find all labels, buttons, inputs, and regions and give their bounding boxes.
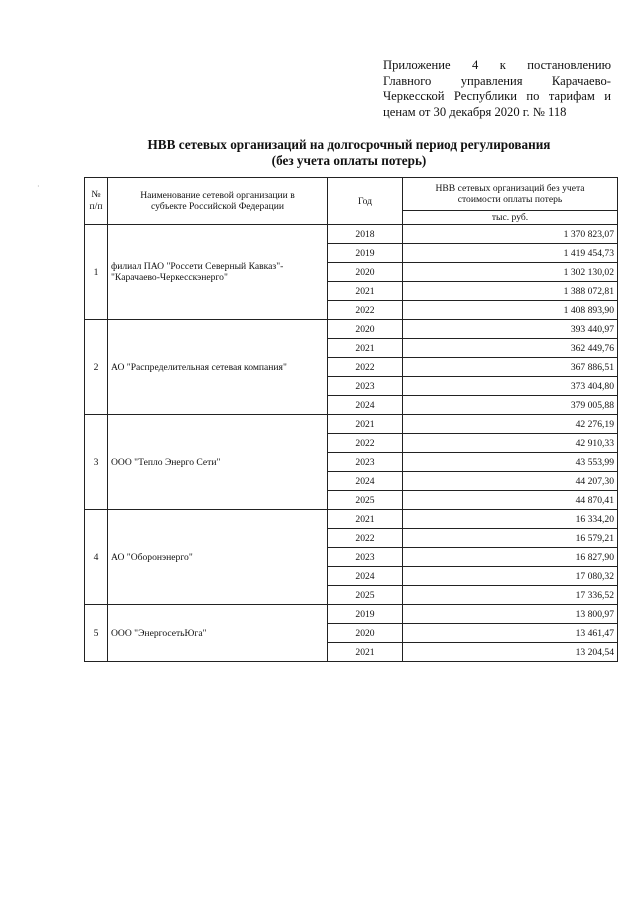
value-cell: 373 404,80: [403, 377, 618, 396]
annex-line: Главного управления Карачаево-: [383, 73, 611, 88]
value-cell: 13 204,54: [403, 643, 618, 662]
year-cell: 2021: [328, 415, 403, 434]
year-cell: 2022: [328, 358, 403, 377]
value-cell: 1 302 130,02: [403, 263, 618, 282]
annex-header: [383, 58, 611, 120]
org-name: АО "Распределительная сетевая компания": [108, 320, 328, 415]
value-cell: 13 800,97: [403, 605, 618, 624]
table-row: [85, 415, 618, 434]
nvv-table: [84, 177, 618, 662]
header-unit: тыс. руб.: [403, 211, 618, 225]
value-cell: 1 370 823,07: [403, 225, 618, 244]
org-number: 4: [85, 510, 108, 605]
org-number: 2: [85, 320, 108, 415]
value-cell: 16 579,21: [403, 529, 618, 548]
value-cell: 1 408 893,90: [403, 301, 618, 320]
year-cell: 2021: [328, 643, 403, 662]
table-row: [85, 605, 618, 624]
page-title: [80, 137, 618, 168]
value-cell: 367 886,51: [403, 358, 618, 377]
year-cell: 2022: [328, 301, 403, 320]
table-row: [85, 225, 618, 244]
year-cell: 2019: [328, 244, 403, 263]
value-cell: 44 870,41: [403, 491, 618, 510]
header-name: Наименование сетевой организации в субъекте Российской Федерации: [108, 178, 328, 225]
year-cell: 2024: [328, 472, 403, 491]
annex-line: Черкесской Республики по тарифам и: [383, 89, 611, 103]
org-name: ООО "Тепло Энерго Сети": [108, 415, 328, 510]
year-cell: 2025: [328, 586, 403, 605]
title-line: (без учета оплаты потерь): [271, 152, 427, 168]
table-row: [85, 510, 618, 529]
value-cell: 1 388 072,81: [403, 282, 618, 301]
year-cell: 2019: [328, 605, 403, 624]
year-cell: 2021: [328, 510, 403, 529]
value-cell: 43 553,99: [403, 453, 618, 472]
title-line: НВВ сетевых организаций на долгосрочный период регулирования: [147, 137, 551, 152]
year-cell: 2020: [328, 320, 403, 339]
year-cell: 2020: [328, 263, 403, 282]
year-cell: 2023: [328, 548, 403, 567]
table-row: [85, 320, 618, 339]
value-cell: 379 005,88: [403, 396, 618, 415]
header-num-line1: №: [91, 189, 101, 200]
org-name: АО "Оборонэнерго": [108, 510, 328, 605]
year-cell: 2025: [328, 491, 403, 510]
value-cell: 16 827,90: [403, 548, 618, 567]
value-cell: 362 449,76: [403, 339, 618, 358]
org-name: ООО "ЭнергосетьЮга": [108, 605, 328, 662]
header-num: [85, 178, 108, 225]
year-cell: 2020: [328, 624, 403, 643]
value-cell: 17 336,52: [403, 586, 618, 605]
scan-mark: ·: [37, 182, 40, 191]
year-cell: 2022: [328, 434, 403, 453]
org-number: 5: [85, 605, 108, 662]
value-cell: 44 207,30: [403, 472, 618, 491]
annex-line: Приложение 4 к постановлению: [383, 58, 611, 72]
value-cell: 17 080,32: [403, 567, 618, 586]
value-cell: 393 440,97: [403, 320, 618, 339]
annex-line: ценам от 30 декабря 2020 г. № 118: [383, 104, 567, 119]
year-cell: 2024: [328, 567, 403, 586]
year-cell: 2018: [328, 225, 403, 244]
header-num-line2: п/п: [89, 201, 103, 212]
year-cell: 2024: [328, 396, 403, 415]
value-cell: 1 419 454,73: [403, 244, 618, 263]
year-cell: 2022: [328, 529, 403, 548]
value-cell: 42 910,33: [403, 434, 618, 453]
value-cell: 16 334,20: [403, 510, 618, 529]
org-number: 1: [85, 225, 108, 320]
org-number: 3: [85, 415, 108, 510]
org-name: филиал ПАО "Россети Северный Кавказ"- "Карачаево-Черкесскэнерго": [108, 225, 328, 320]
year-cell: 2021: [328, 339, 403, 358]
header-value: НВВ сетевых организаций без учета стоимости оплаты потерь: [403, 178, 618, 211]
value-cell: 13 461,47: [403, 624, 618, 643]
header-year: Год: [328, 178, 403, 225]
year-cell: 2023: [328, 453, 403, 472]
year-cell: 2021: [328, 282, 403, 301]
table-body: [85, 225, 618, 662]
value-cell: 42 276,19: [403, 415, 618, 434]
year-cell: 2023: [328, 377, 403, 396]
table-header-row: [85, 178, 618, 211]
